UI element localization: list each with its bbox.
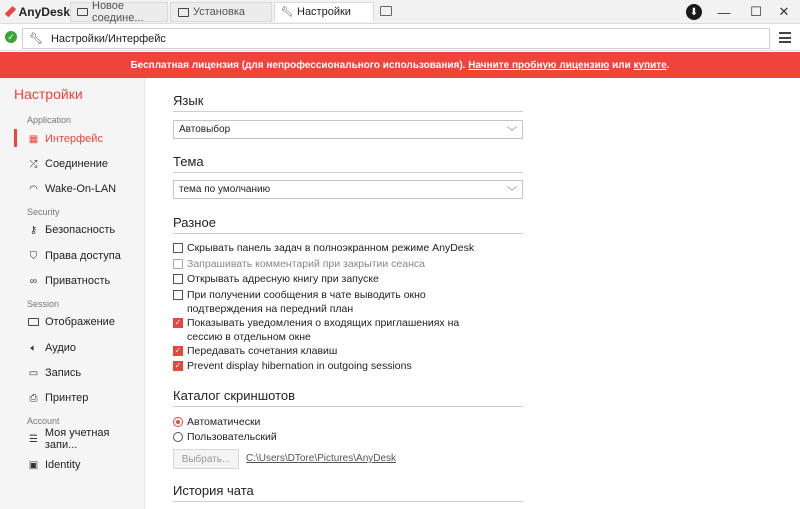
option-prevent-hibernation[interactable] bbox=[173, 359, 533, 373]
radio-unselected[interactable] bbox=[173, 432, 183, 442]
anydesk-logo-icon bbox=[5, 6, 16, 17]
banner-end: . bbox=[666, 59, 670, 71]
checkbox-checked[interactable]: ✓ bbox=[174, 346, 182, 355]
checkbox-checked[interactable]: ✓ bbox=[174, 361, 182, 370]
sidebar-item-privacy[interactable] bbox=[0, 270, 144, 292]
theme-value: тема по умолчанию bbox=[179, 184, 271, 195]
sidebar-item-audio[interactable] bbox=[0, 337, 144, 359]
interface-icon: ▦ bbox=[28, 133, 39, 145]
option-label: Открывать адресную книгу при запуске bbox=[187, 273, 379, 285]
sidebar-item-label: Моя учетная запи... bbox=[44, 427, 110, 451]
theme-select[interactable] bbox=[173, 180, 523, 199]
address-bar bbox=[0, 25, 800, 51]
wrench-icon: 🔧︎ bbox=[280, 6, 294, 18]
wrench-icon: 🔧︎ bbox=[29, 33, 43, 45]
sidebar-item-label: Принтер bbox=[45, 392, 89, 404]
sidebar-item-connection[interactable] bbox=[0, 153, 144, 175]
sidebar-item-label: Интерфейс bbox=[45, 133, 103, 145]
sidebar-item-display[interactable] bbox=[0, 311, 144, 333]
screenshot-path-link[interactable]: C:\Users\DTore\Pictures\AnyDesk bbox=[246, 453, 397, 464]
banner-text: Бесплатная лицензия (для непрофессионального использования). bbox=[130, 59, 466, 71]
sidebar-item-security[interactable] bbox=[0, 219, 144, 241]
tab-installation[interactable] bbox=[170, 2, 272, 22]
display-icon bbox=[28, 317, 39, 328]
banner-or: или bbox=[612, 59, 631, 71]
buy-link[interactable]: купите bbox=[633, 59, 667, 71]
sidebar-item-wake-on-lan[interactable] bbox=[0, 178, 144, 200]
app-brand bbox=[0, 0, 70, 24]
identity-icon: ▣ bbox=[28, 459, 39, 471]
sidebar-section-application: Application bbox=[27, 115, 72, 125]
radio-label: Пользовательский bbox=[187, 431, 277, 443]
trial-link[interactable]: Начните пробную лицензию bbox=[468, 59, 610, 71]
chevron-down-icon: ﹀ bbox=[507, 187, 517, 198]
wifi-icon: ◠ bbox=[29, 183, 38, 195]
checkbox[interactable] bbox=[173, 274, 183, 284]
option-transmit-shortcuts[interactable] bbox=[173, 344, 533, 358]
download-icon[interactable]: ⬇︎ bbox=[686, 4, 702, 20]
close-icon[interactable]: ✕ bbox=[778, 4, 790, 19]
radio-selected[interactable] bbox=[173, 417, 183, 427]
sidebar-section-session: Session bbox=[27, 299, 60, 309]
option-label: При получении сообщения в чате выводить окно подтверждения на передний план bbox=[187, 289, 426, 315]
sidebar-item-label: Безопасность bbox=[45, 224, 116, 236]
sidebar bbox=[0, 78, 145, 509]
misc-heading: Разное bbox=[173, 215, 523, 234]
option-show-invitations[interactable] bbox=[173, 316, 493, 344]
option-label: Передавать сочетания клавиш bbox=[187, 345, 338, 357]
option-request-comment bbox=[173, 257, 533, 271]
glasses-icon: ∞ bbox=[29, 275, 38, 287]
tab-settings[interactable] bbox=[274, 2, 374, 22]
new-tab-icon[interactable] bbox=[380, 6, 392, 16]
chevron-down-icon: ﹀ bbox=[507, 127, 517, 138]
maximize-icon[interactable]: ☐ bbox=[750, 4, 762, 19]
printer-icon: ⎙ bbox=[29, 392, 38, 404]
license-banner bbox=[0, 52, 800, 78]
theme-heading: Тема bbox=[173, 154, 523, 173]
radio-custom[interactable] bbox=[173, 431, 277, 443]
sidebar-item-label: Приватность bbox=[45, 275, 111, 287]
minimize-icon[interactable]: — bbox=[717, 4, 731, 20]
sidebar-item-printer[interactable] bbox=[0, 387, 144, 409]
sidebar-title: Настройки bbox=[14, 86, 83, 102]
chat-history-heading: История чата bbox=[173, 483, 523, 502]
tab-new-connection[interactable] bbox=[70, 2, 168, 22]
sidebar-item-label: Запись bbox=[45, 367, 82, 379]
tab-label: Установка bbox=[193, 6, 245, 18]
option-label: Prevent display hibernation in outgoing sessions bbox=[187, 360, 412, 372]
checkbox[interactable] bbox=[173, 243, 183, 253]
sidebar-item-label: Соединение bbox=[45, 158, 109, 170]
sidebar-item-label: Отображение bbox=[45, 316, 115, 328]
status-ok-icon: ✓ bbox=[5, 31, 17, 43]
sidebar-item-label: Wake-On-LAN bbox=[45, 183, 117, 195]
radio-label: Автоматически bbox=[187, 416, 261, 428]
account-icon: ☰ bbox=[28, 433, 38, 445]
checkbox bbox=[173, 259, 183, 269]
sidebar-item-label: Аудио bbox=[45, 342, 77, 354]
menu-icon[interactable] bbox=[779, 32, 791, 43]
language-value: Автовыбор bbox=[179, 124, 231, 135]
browse-button: Выбрать... bbox=[173, 449, 239, 469]
option-label: Скрывать панель задач в полноэкранном режиме AnyDesk bbox=[187, 242, 475, 254]
tab-label: Новое соедине... bbox=[92, 0, 144, 24]
connection-icon: ⤮ bbox=[29, 158, 38, 170]
window-icon bbox=[177, 6, 189, 18]
option-label: Показывать уведомления о входящих приглашениях на сессию в отдельном окне bbox=[187, 317, 460, 343]
screenshots-heading: Каталог скриншотов bbox=[173, 388, 523, 407]
checkbox[interactable] bbox=[173, 290, 183, 300]
app-name: AnyDesk bbox=[18, 4, 70, 19]
option-open-address-book[interactable] bbox=[173, 272, 533, 286]
option-label: Запрашивать комментарий при закрытии сеанса bbox=[187, 258, 425, 270]
address-value: Настройки/Интерфейс bbox=[50, 32, 166, 45]
sidebar-item-label: Identity bbox=[45, 459, 81, 471]
monitor-icon bbox=[77, 6, 88, 18]
active-indicator bbox=[14, 129, 17, 147]
option-chat-confirm[interactable] bbox=[173, 288, 503, 316]
sidebar-item-recording[interactable] bbox=[0, 362, 144, 384]
key-icon: ⚷ bbox=[29, 224, 38, 236]
sidebar-section-account: Account bbox=[27, 416, 60, 426]
checkbox-checked[interactable]: ✓ bbox=[174, 318, 182, 327]
speaker-icon: 🔈︎ bbox=[30, 342, 37, 354]
sidebar-item-my-account[interactable] bbox=[0, 428, 144, 450]
sidebar-section-security: Security bbox=[27, 207, 60, 217]
sidebar-item-permissions[interactable] bbox=[0, 245, 144, 267]
sidebar-item-identity[interactable] bbox=[0, 454, 144, 476]
language-heading: Язык bbox=[173, 93, 523, 112]
shield-icon: ⛉ bbox=[29, 250, 38, 262]
address-input[interactable] bbox=[22, 28, 770, 49]
option-hide-taskbar[interactable] bbox=[173, 241, 533, 255]
language-select[interactable] bbox=[173, 120, 523, 139]
sidebar-item-label: Права доступа bbox=[45, 250, 121, 262]
radio-automatic[interactable] bbox=[173, 416, 260, 428]
sidebar-item-interface[interactable] bbox=[0, 128, 144, 150]
record-icon: ▭ bbox=[28, 367, 39, 379]
settings-content bbox=[145, 78, 800, 509]
tab-label: Настройки bbox=[297, 6, 351, 18]
